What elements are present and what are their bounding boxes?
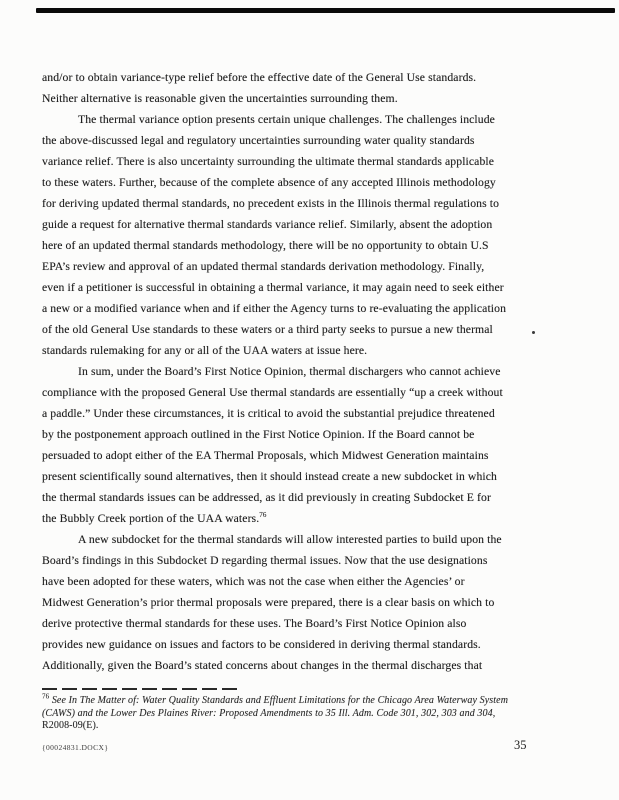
- footnote-line: $^{76}$ See In The Matter of: Water Quality Standards and Effluent Limitations for the Chicago Area Waterway System: [42, 692, 509, 706]
- text-line: A new subdocket for the thermal standards will allow interested parties to build upon the: [78, 533, 502, 546]
- footnote-line: R2008-09(E).: [42, 720, 99, 731]
- text-line: a new or a modified variance when and if either the Agency turns to re-evaluating the application: [42, 302, 507, 315]
- text-line: a paddle.” Under these circumstances, it is critical to avoid the substantial prejudice threatened: [42, 407, 495, 420]
- text-line: the Bubbly Creek portion of the UAA waters.$^{76}$: [42, 511, 267, 525]
- text-line: Additionally, given the Board’s stated concerns about changes in the thermal discharges that: [42, 659, 483, 672]
- text-line: by the postponement approach outlined in the First Notice Opinion. If the Board cannot be: [42, 428, 475, 441]
- text-line: EPA’s review and approval of an updated thermal standards derivation methodology. Finally,: [42, 260, 485, 273]
- document-id-footer: {00024831.DOCX}: [42, 743, 109, 752]
- scan-artifact-bar: [36, 8, 615, 13]
- text-line: here of an updated thermal standards methodology, there will be no opportunity to obtain U.S: [42, 239, 489, 252]
- text-line: the thermal standards issues can be addressed, as it did previously in creating Subdocket E for: [42, 491, 491, 504]
- text-line: In sum, under the Board’s First Notice Opinion, thermal dischargers who cannot achieve: [78, 365, 501, 378]
- text-line: The thermal variance option presents certain unique challenges. The challenges include: [78, 113, 495, 126]
- text-line: and/or to obtain variance-type relief before the effective date of the General Use standards.: [42, 71, 477, 84]
- text-line: have been adopted for these waters, which was not the case when either the Agencies’ or: [42, 575, 465, 588]
- footnote-reference: 76: [259, 511, 267, 520]
- text-line: Board’s findings in this Subdocket D regarding thermal issues. Now that the use designations: [42, 554, 488, 567]
- footnote: [42, 692, 587, 733]
- text-line: compliance with the proposed General Use thermal standards are essentially “up a creek without: [42, 386, 503, 399]
- text-line: variance relief. There is also uncertainty surrounding the ultimate thermal standards applicable: [42, 155, 495, 168]
- text-line: standards rulemaking for any or all of the UAA waters at issue here.: [42, 344, 368, 357]
- text-line: Neither alternative is reasonable given the uncertainties surrounding them.: [42, 92, 398, 105]
- text-line: present scientifically sound alternatives, then it should instead create a new subdocket in which: [42, 470, 497, 483]
- page-number: 35: [514, 738, 527, 752]
- scan-speck: [532, 331, 535, 334]
- text-line: Midwest Generation’s prior thermal proposals were prepared, there is a clear basis on which to: [42, 596, 495, 609]
- text-line: to these waters. Further, because of the complete absence of any accepted Illinois methodology: [42, 176, 496, 189]
- body-text: [42, 67, 582, 676]
- text-line: even if a petitioner is successful in obtaining a thermal variance, it may again need to seek either: [42, 281, 504, 294]
- text-line: for deriving updated thermal standards, no precedent exists in the Illinois thermal regulations to: [42, 197, 500, 210]
- footnote-separator: [42, 688, 238, 690]
- text-line: guide a request for alternative thermal standards variance relief. Similarly, absent the adoption: [42, 218, 493, 231]
- text-line: of the old General Use standards to these waters or a third party seeks to pursue a new thermal: [42, 323, 493, 336]
- text-line: provides new guidance on issues and factors to be considered in deriving thermal standards.: [42, 638, 481, 651]
- text-line: the above-discussed legal and regulatory uncertainties surrounding water quality standards: [42, 134, 475, 147]
- text-line: derive protective thermal standards for these uses. The Board’s First Notice Opinion also: [42, 617, 467, 630]
- footnote-line: (CAWS) and the Lower Des Plaines River: Proposed Amendments to 35 Ill. Adm. Code 301, 302, 303 and 304,: [42, 707, 496, 719]
- footnote-marker: 76: [42, 692, 50, 701]
- text-line: persuaded to adopt either of the EA Thermal Proposals, which Midwest Generation maintains: [42, 449, 489, 462]
